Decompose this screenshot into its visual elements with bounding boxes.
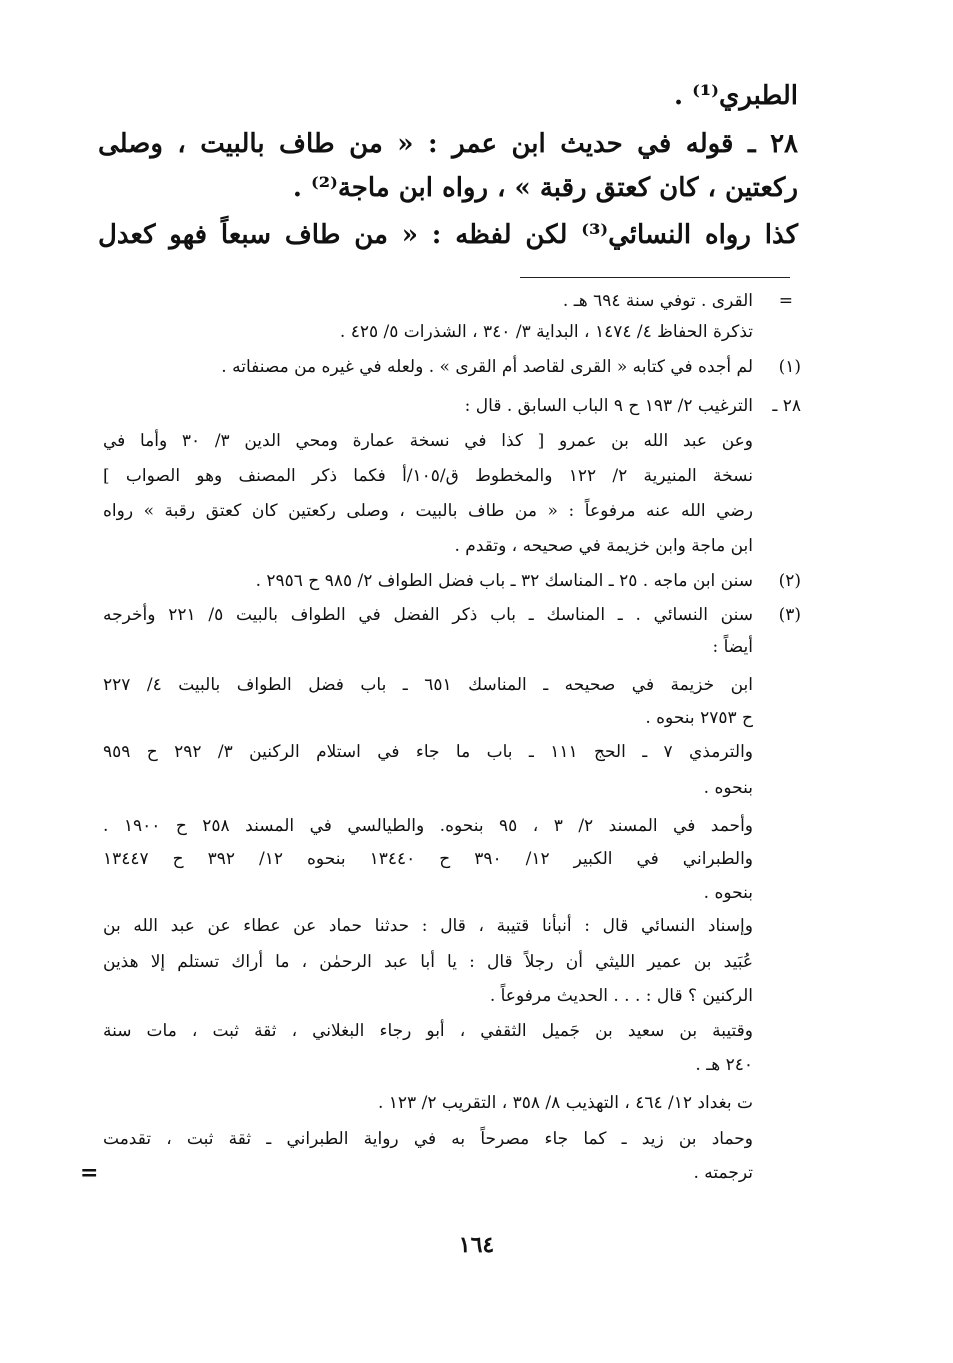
footnote-3-line: ٢٤٠ هـ . [695, 1055, 753, 1075]
footnote-3-line: وأحمد في المسند ٢/ ٣ ، ٩٥ بنحوه. والطيالسي في المسند ٢٥٨ ح ١٩٠٠ . [103, 816, 753, 836]
footnote-3-line: سنن النسائي . ـ المناسك ـ باب ذكر الفضل في الطواف بالبيت ٥/ ٢٢١ وأخرجه [103, 605, 753, 625]
main-line-1: الطبري⁽¹⁾ . [673, 81, 798, 111]
page-number: ١٦٤ [458, 1232, 495, 1258]
footnote-28-line: ابن ماجة وابن خزيمة في صحيحه ، وتقدم . [454, 536, 753, 556]
footnote-1-text: لم أجده في كتابه « القرى لقاصد أم القرى » . ولعله في غيره من مصنفاته . [221, 357, 753, 377]
main-line-4: كذا رواه النسائي⁽³⁾ لكن لفظه : « من طاف سبعاً فهو كعدل [98, 220, 798, 250]
footnote-continuation-line: تذكرة الحفاظ ٤/ ١٤٧٤ ، البداية ٣/ ٣٤٠ ، الشذرات ٥/ ٤٢٥ . [339, 322, 753, 342]
footnote-28-line: رضي الله عنه مرفوعاً : « من طاف بالبيت ، وصلى ركعتين كان كعتق رقبة » رواه [103, 501, 753, 521]
continuation-marker: = [80, 1160, 99, 1186]
footnote-3-line: عُبَيد بن عمير الليثي أن رجلاً قال : يا أبا عبد الرحمٰن ، ما أراك تستلم إلا هذين [103, 952, 753, 972]
footnote-28-text: الترغيب ٢/ ١٩٣ ح ٩ الباب السابق . قال : [464, 396, 753, 416]
footnote-separator [520, 277, 790, 278]
footnote-3-line: ح ٢٧٥٣ بنحوه . [645, 708, 753, 728]
footnote-3-line: ت بغداد ١٢/ ٤٦٤ ، التهذيب ٨/ ٣٥٨ ، التقريب ٢/ ١٢٣ . [377, 1093, 753, 1113]
footnote-3-line: بنحوه . [703, 778, 753, 798]
footnote-3-line: وإسناد النسائي قال : أنبأنا قتيبة ، قال : حدثنا حماد عن عطاء عن عبد الله بن [103, 916, 753, 936]
footnote-number: (١) [778, 357, 801, 377]
footnote-28-line: نسخة المنيرية ٢/ ١٢٢ والمخطوط ق/١٠٥/أ فكما ذكر المصنف وهو الصواب ] [103, 466, 754, 486]
main-line-2: ٢٨ ـ قوله في حديث ابن عمر : « من طاف بالبيت ، وصلى [98, 129, 798, 159]
footnote-3-line: وحماد بن زيد ـ كما جاء مصرحاً به في رواية الطبراني ـ ثقة ثبت ، تقدمت [103, 1129, 753, 1149]
footnote-continuation-line: القرى . توفي سنة ٦٩٤ هـ . [562, 291, 753, 311]
footnote-28-line: وعن عبد الله بن عمرو [ كذا في نسخة عمارة ومحي الدين ٣/ ٣٠ وأما في [103, 431, 754, 451]
main-line-3: ركعتين ، كان كعتق رقبة » ، رواه ابن ماجة⁽²⁾ . [292, 173, 798, 203]
footnote-number: (٣) [778, 605, 801, 625]
footnote-3-line: وقتيبة بن سعيد بن جَميل الثقفي ، أبو رجاء البغلاني ، ثقة ثبت ، مات سنة [103, 1021, 753, 1041]
footnote-3-line: والطبراني في الكبير ١٢/ ٣٩٠ ح ١٣٤٤٠ بنحوه ١٢/ ٣٩٢ ح ١٣٤٤٧ [103, 849, 754, 869]
footnote-3-line: ابن خزيمة في صحيحه ـ المناسك ٦٥١ ـ باب فضل الطواف بالبيت ٤/ ٢٢٧ [103, 675, 753, 695]
footnote-number: ٢٨ ـ [772, 396, 801, 416]
footnote-3-line: ترجمته . [693, 1163, 753, 1183]
footnote-3-line: والترمذي ٧ ـ الحج ١١١ ـ باب ما جاء في استلام الركنين ٣/ ٢٩٢ ح ٩٥٩ [103, 742, 754, 762]
footnote-3-line: أيضاً : [712, 637, 753, 657]
footnote-2-text: سنن ابن ماجه . ٢٥ ـ المناسك ٣٢ ـ باب فضل الطواف ٢/ ٩٨٥ ح ٢٩٥٦ . [255, 571, 753, 591]
continuation-marker: = [778, 291, 793, 311]
footnote-number: (٢) [778, 571, 801, 591]
footnote-3-line: بنحوه . [703, 883, 753, 903]
footnote-3-line: الركنين ؟ قال : . . . الحديث مرفوعاً . [489, 986, 753, 1006]
